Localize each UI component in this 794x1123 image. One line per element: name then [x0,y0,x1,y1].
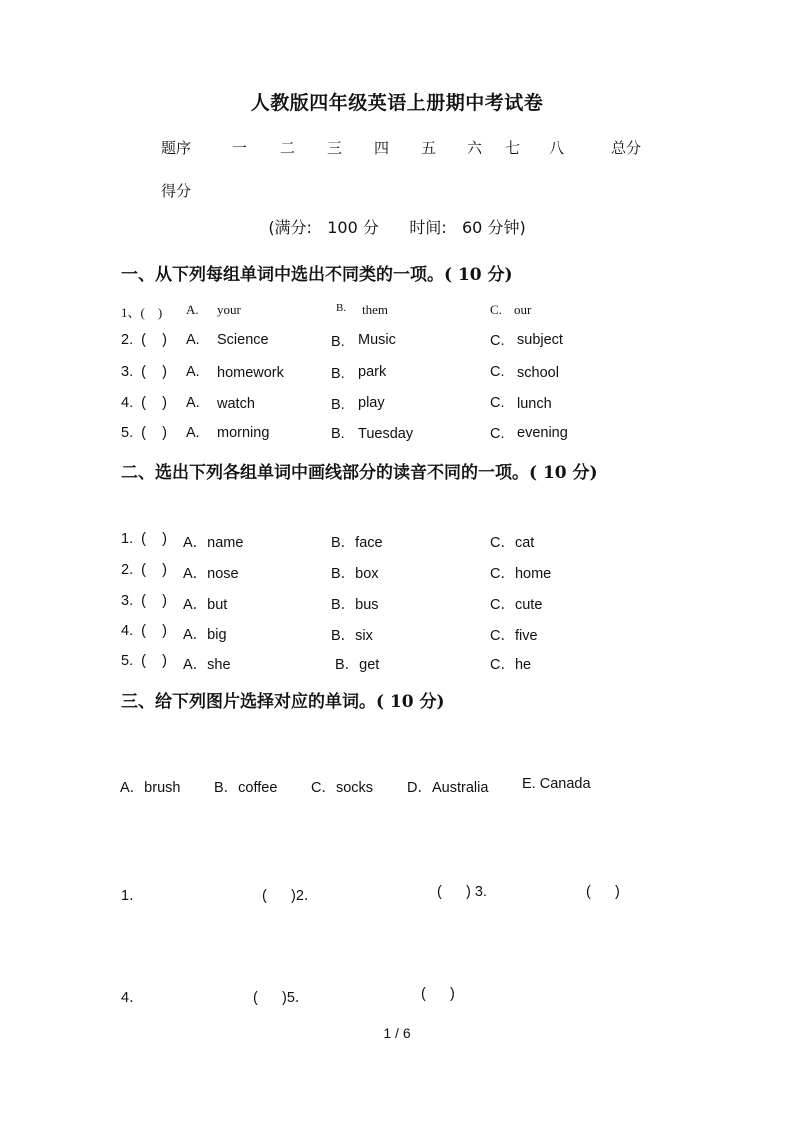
s1-q5-b-label: B. [331,426,345,442]
s1-q2-c: subject [517,332,563,348]
s1-q1-a: your [217,302,241,317]
s3-option-e: E. Canada [522,776,591,792]
s2-q2-c: C．home [490,566,552,582]
score-col-6: 六 [467,139,483,157]
s1-q4-a-label: A. [186,395,200,411]
s2-q3-b: B．bus [331,597,379,613]
s2-q3-c: C．cute [490,597,543,613]
s1-q3-a-label: A. [186,364,200,380]
section1-heading: 一、从下列每组单词中选出不同类的一项。( 10 分) [121,265,513,285]
s3-option-d: D．Australia [407,780,489,796]
score-col-7: 七 [505,139,521,157]
section3-heading: 三、给下列图片选择对应的单词。( 10 分) [121,692,445,712]
s3-q4-number: 4． [121,990,144,1006]
s1-q5-a: morning [217,425,270,441]
full-marks-time: (满分: 100 分 时间: 60 分钟) [268,218,526,237]
s1-q2-b: Music [358,332,396,348]
s1-q5-number: 5. ( ) [121,425,167,441]
score-col-total: 总分 [611,139,642,157]
s1-q2-c-label: C. [490,333,505,349]
s1-q2-a: Science [217,332,269,348]
s1-q3-c-label: C. [490,364,505,380]
s2-q1-a: A．name [183,535,244,551]
s1-q2-b-label: B. [331,334,345,350]
s1-q4-b-label: B. [331,397,345,413]
s2-q1-c: C．cat [490,535,535,551]
s1-q3-number: 3. ( ) [121,364,167,380]
s2-q2-b: B．box [331,566,379,582]
page-title: 人教版四年级英语上册期中考试卷 [250,92,544,114]
s3-q1-blank-q2-number: ( )2． [262,888,319,904]
s2-q5-number: 5. ( ) [121,653,167,669]
score-table-label-score: 得分 [161,182,192,200]
s1-q1-b: them [362,302,388,317]
s1-q1-a-label: A. [186,302,199,317]
s1-q1-b-label: B. [336,302,347,314]
s2-q1-b: B．face [331,535,383,551]
section2-heading: 二、选出下列各组单词中画线部分的读音不同的一项。( 10 分) [121,463,598,483]
s1-q3-c: school [517,365,559,381]
s3-q5-blank: ( ) [421,986,455,1002]
s1-q3-a: homework [217,365,284,381]
s1-q1-number: 1、( ) [121,305,163,320]
s1-q5-c-label: C. [490,426,505,442]
page-number: 1 / 6 [383,1025,411,1041]
s1-q4-b: play [358,395,385,411]
s2-q5-c: C．he [490,657,532,673]
s3-option-b: B．coffee [214,780,278,796]
s3-q3-blank: ( ) [586,884,620,900]
score-table-label-order: 题序 [161,139,192,157]
s3-q4-blank-q5-number: ( )5． [253,990,310,1006]
s2-q3-number: 3. ( ) [121,593,167,609]
s1-q5-a-label: A. [186,425,200,441]
s2-q2-number: 2. ( ) [121,562,167,578]
s3-q2-blank-q3-number: ( ) 3. [437,884,487,900]
s3-option-c: C．socks [311,780,374,796]
score-col-2: 二 [280,139,296,157]
s1-q1-c-label: C. [490,302,502,317]
s2-q4-a: A．big [183,627,227,643]
s2-q4-number: 4. ( ) [121,623,167,639]
s1-q1-c: our [514,302,532,317]
s1-q5-b: Tuesday [358,426,414,442]
s1-q4-number: 4. ( ) [121,395,167,411]
s2-q3-a: A．but [183,597,228,613]
s2-q4-b: B．six [331,628,373,644]
score-col-1: 一 [232,139,248,157]
s3-option-a: A．brush [120,780,181,796]
s1-q5-c: evening [517,425,568,441]
s1-q4-c-label: C. [490,395,505,411]
s2-q5-a: A．she [183,657,231,673]
score-col-8: 八 [549,139,565,157]
s2-q5-b: B．get [335,657,380,673]
score-col-3: 三 [327,139,343,157]
s2-q4-c: C．five [490,628,538,644]
s1-q4-a: watch [217,396,255,412]
s2-q2-a: A．nose [183,566,239,582]
s1-q3-b: park [358,364,387,380]
s1-q2-a-label: A. [186,332,200,348]
s2-q1-number: 1. ( ) [121,531,167,547]
score-col-5: 五 [421,139,437,157]
s3-q1-number: 1． [121,888,144,904]
s1-q3-b-label: B. [331,366,345,382]
score-col-4: 四 [374,139,390,157]
s1-q4-c: lunch [517,396,552,412]
s1-q2-number: 2. ( ) [121,332,167,348]
